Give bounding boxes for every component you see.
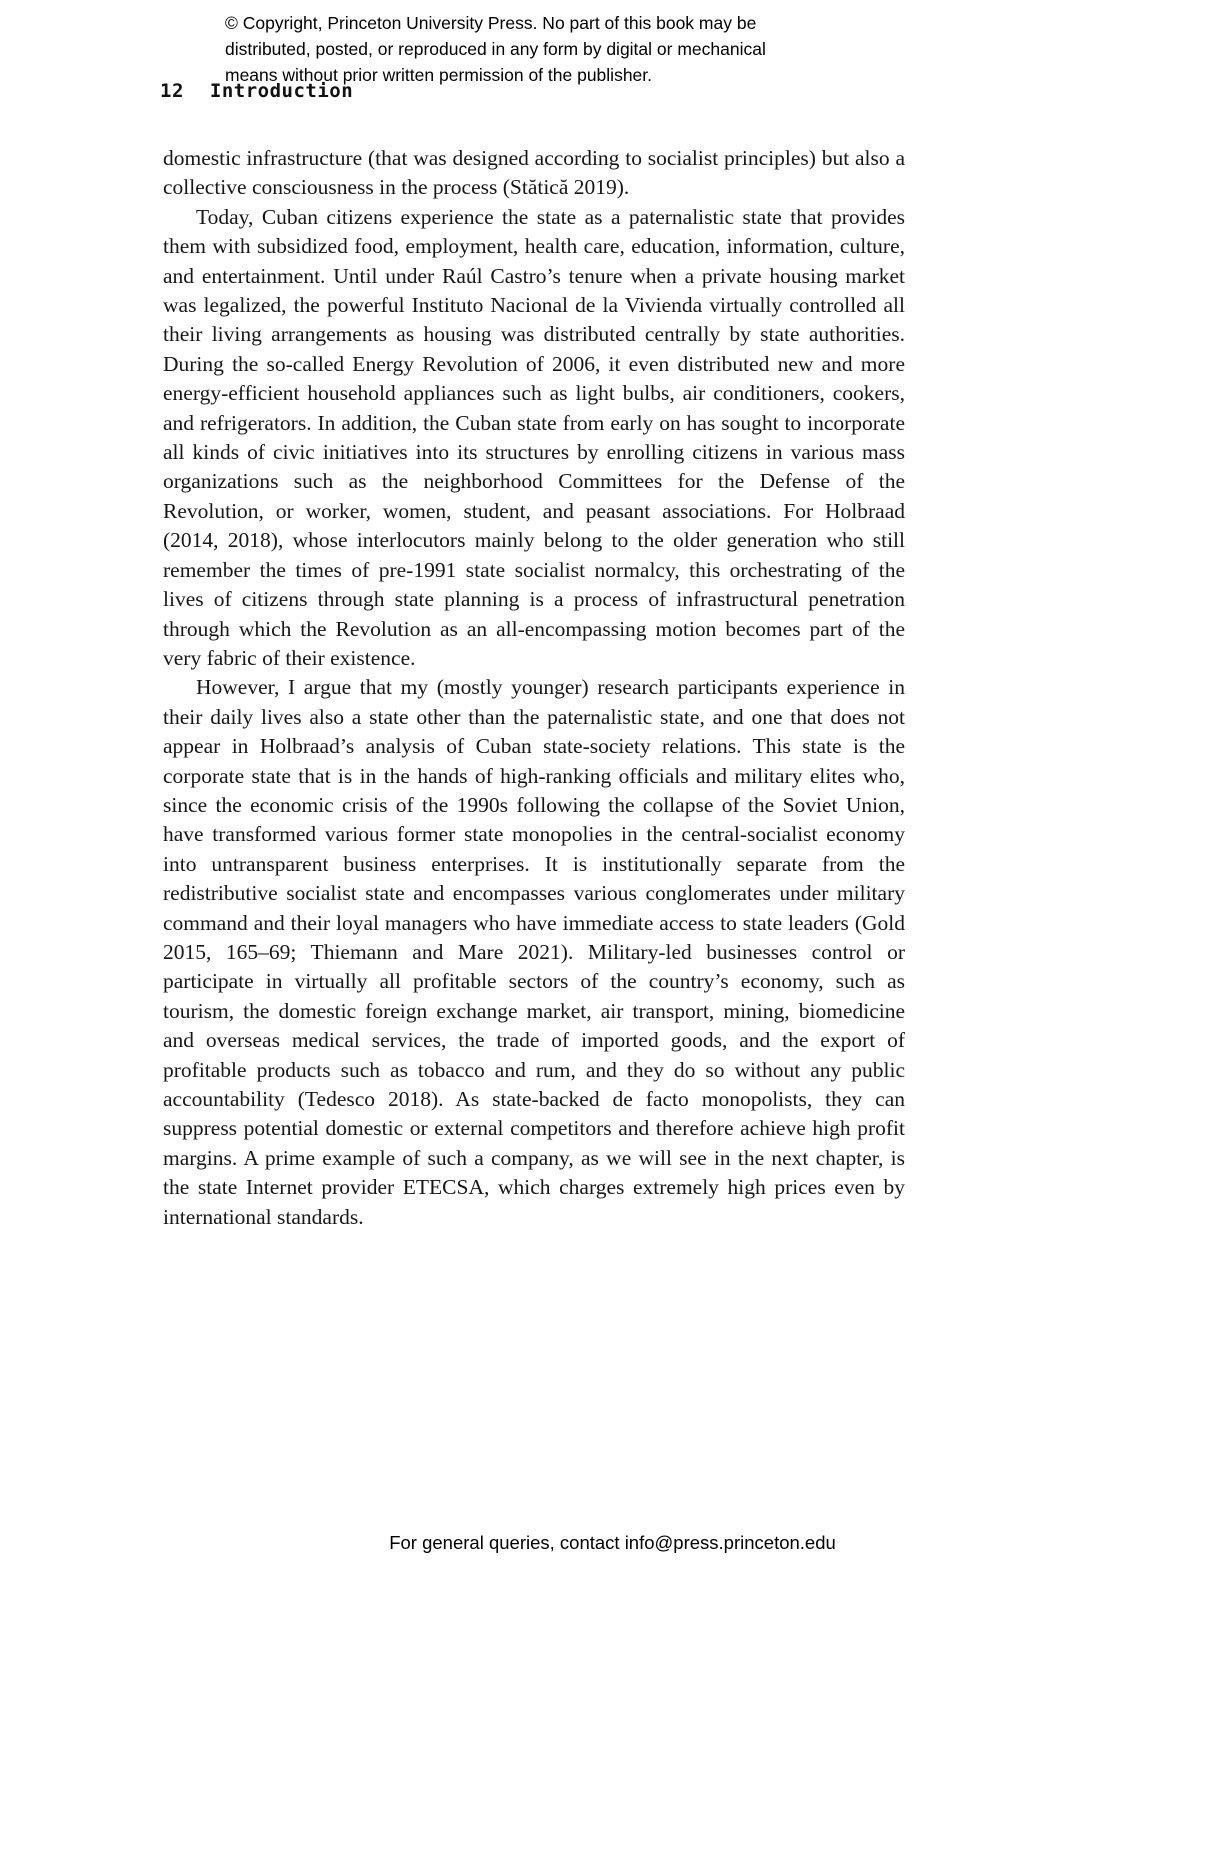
paragraph: However, I argue that my (mostly younger) research participants experience in their daily lives also a state other than the paternalistic state, and one that does not appear in Holbraad’s analysis of Cuban state-society relations. This state is the corporate state that is in the hands of high-ranking officials and military elites who, since the economic crisis of the 1990s following the collapse of the Soviet Union, have transformed various former state monopolies in the central-socialist economy into untransparent business enterprises. It is institutionally separate from the redistributive socialist state and encompasses various conglomerates under military command and their loyal managers who have immediate access to state leaders (Gold 2015, 165–69; Thiemann and Mare 2021). Military-led businesses control or participate in virtually all profitable sectors of the country’s economy, such as tourism, the domestic foreign exchange market, air transport, mining, biomedicine and overseas medical services, the trade of imported goods, and the export of profitable products such as tobacco and rum, and they do so without any public accountability (Tedesco 2018). As state-backed de facto monopolists, they can suppress potential domestic or external competitors and therefore achieve high profit margins. A prime example of such a company, as we will see in the next chapter, is the state Internet provider ETECSA, which charges extremely high prices even by international standards. <box>163 675 905 1229</box>
chapter-title: Introduction <box>209 80 354 102</box>
copyright-line: distributed, posted, or reproduced in any form by digital or mechanical <box>225 39 766 59</box>
copyright-line: © Copyright, Princeton University Press. No part of this book may be <box>225 13 757 33</box>
running-head <box>160 80 353 102</box>
page-number: 12 <box>160 80 184 102</box>
paragraph: Today, Cuban citizens experience the state as a paternalistic state that provides them with subsidized food, employment, health care, education, information, culture, and entertainment. Until under Raúl Castro’s tenure when a private housing market was legalized, the powerful Instituto Nacional de la Vivienda virtually controlled all their living arrangements as housing was distributed centrally by state authorities. During the so-called Energy Revolution of 2006, it even distributed new and more energy-efficient household appliances such as light bulbs, air conditioners, cookers, and refrigerators. In addition, the Cuban state from early on has sought to incorporate all kinds of civic initiatives into its structures by enrolling citizens in various mass organizations such as the neighborhood Committees for the Defense of the Revolution, or worker, women, student, and peasant associations. For Holbraad (2014, 2018), whose interlocutors mainly belong to the older generation who still remember the times of pre-1991 state socialist normalcy, this orchestrating of the lives of citizens through state planning is a process of infrastructural penetration through which the Revolution as an all-encompassing motion becomes part of the very fabric of their existence. <box>163 204 905 670</box>
paragraph: domestic infrastructure (that was designed according to socialist principles) but also a collective consciousness in the process (Stătică 2019). <box>163 146 905 200</box>
copyright-notice <box>225 10 766 88</box>
body-text <box>163 144 905 1232</box>
footer-query-note: For general queries, contact info@press.princeton.edu <box>389 1532 836 1553</box>
copyright-line: means without prior written permission of the publisher. <box>225 65 653 85</box>
